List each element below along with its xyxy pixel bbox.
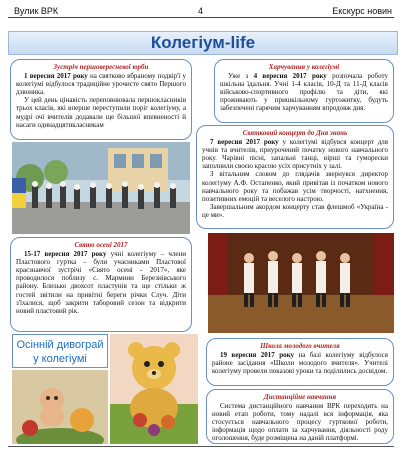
section-title: Колегіум-life <box>150 33 256 52</box>
article-autumn-festival <box>10 237 192 332</box>
article-date: 15-17 вересня 2017 року <box>24 250 107 259</box>
article-date: 7 вересня 2017 року <box>210 138 279 147</box>
article-paragraph: З вітальним словом до глядачів звернувся директор колегіуму А.Ф. Остапенко, який привітав із початком нового навчального року та побажав усім творчості, натхнення, позитивних емоцій та веселого настрою. <box>202 170 388 203</box>
article-paragraph: 15-17 вересня 2017 року учні колегіуму – члени Пластового гуртка – були учасниками Пластової краєзнавчої зустрічі «Свято осені - 2017», яке проводилося поблизу с. Мармиии Березнівського району. Близько двохсот пластунів та ще стільки ж гостей звітили на привітні береги річки Случ. Діти з'їхалися, щоб закрити таборовий сезон та відкрити новий пластовий рік. <box>16 250 187 315</box>
callout-autumn-show <box>12 334 108 368</box>
article-paragraph: 1 вересня 2017 року на святково вбраному подвір'ї у колегіумі відбулося традиційне урочисте свято Першого дзвоника. <box>16 72 186 97</box>
article-paragraph: Система дистанційного навчання ВРК переходить на новий етап роботи, тому надалі вся інформація, яка стосується навчального процесу гурткової роботи, інформація щодо оплати за харчування, діяльності роду оголошення, буде розміщена на даній платформі. <box>212 402 388 443</box>
article-young-teacher <box>206 338 394 386</box>
article-title: Зустріч першовересневої юрби <box>53 63 149 71</box>
photo-concert-stage <box>208 233 394 333</box>
article-date: 4 вересня 2017 року <box>253 72 327 81</box>
article-paragraph: У цей день цінавість переповнювала першокласників трьох класів, які вперше переступили поріг колегіуму, а мудрі очі вчителів додавали ще більшої впевненості й насаги одинадцятикласникам <box>16 96 186 129</box>
article-title: Святковий концерт до Дня знань <box>242 129 348 137</box>
article-paragraph: 7 вересня 2017 року у колегіумі відбувся концерт для учнів та вчителів, приурочений початку нового навчального року. Чарівні пісні, запальні танці, вірші та гуморески заполнили своєю красою усіх присутніх у залі. <box>202 138 389 171</box>
callout-line: у колегіумі <box>33 353 87 365</box>
page-number: 4 <box>198 6 204 16</box>
footer-divider <box>8 446 394 447</box>
article-title: Дистанційне навчання <box>263 393 337 401</box>
photo-first-bell-ceremony <box>12 142 190 234</box>
section-name: Екскурс новин <box>332 6 392 16</box>
article-paragraph: Уже з 4 вересня 2017 року розпочала роботу шкільна їдальня. Учні 1-4 класів, 10-Д та 11-Д класів військово-спортивного профілю та діти, які проживають у пришкільному гуртожитку, будуть забезпечені гарячим харчуванням впродовж дня. <box>220 72 388 113</box>
article-meals <box>214 59 394 123</box>
photo-autumn-harvest <box>12 370 108 444</box>
article-date: 19 вересня 2017 року <box>220 351 295 360</box>
callout-line: Осінній дивограй <box>16 339 104 351</box>
article-first-bell <box>10 59 192 140</box>
article-concert <box>196 125 394 229</box>
section-banner <box>8 31 398 55</box>
newsletter-name: Вулик ВРК <box>14 6 59 16</box>
header-divider <box>8 17 394 18</box>
article-title: Свято осені 2017 <box>74 241 128 249</box>
article-paragraph: 19 вересня 2017 року на базі колегіуму відбулося районе засідання «Школи молодого вчителя». Учителі колегіуму провели показові уроки та поділились досвідом. <box>212 351 388 376</box>
article-paragraph: Завершальним акордом концерту став флешмоб «Україна - це ми». <box>202 202 388 219</box>
article-title: Школа молодого вчителя <box>260 342 340 350</box>
article-date: 1 вересня 2017 року <box>24 72 88 81</box>
photo-autumn-bear <box>110 334 198 444</box>
article-distance-learning <box>206 389 394 444</box>
article-title: Харчування у колегіумі <box>268 63 340 71</box>
